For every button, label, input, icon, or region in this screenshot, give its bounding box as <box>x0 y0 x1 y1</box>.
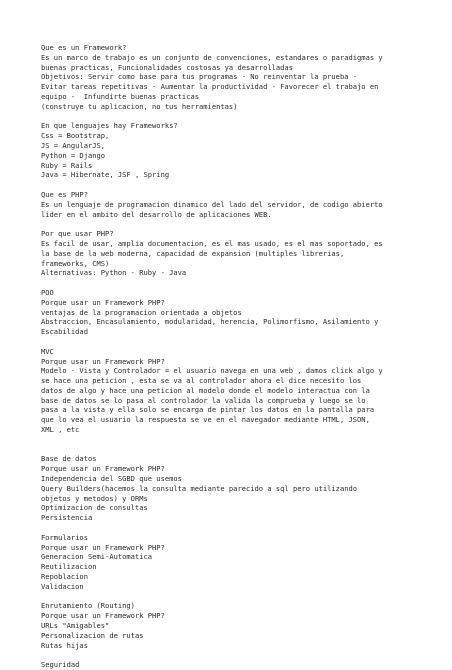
spacer <box>41 435 432 455</box>
text-line: se hace una peticion , esta se va al controlador ahora el dice necesito los <box>41 376 362 386</box>
section-enrutamiento <box>41 601 432 650</box>
text-line: Objetivos: Servir como base para tus programas - No reinventar la prueba - <box>41 72 358 82</box>
text-line: Rutas hijas <box>41 640 88 650</box>
spacer <box>41 523 432 533</box>
text-line: (construye tu aplicacion, no tus herramientas) <box>41 101 238 111</box>
section-base-datos <box>41 454 432 523</box>
text-line: frameworks, CMS) <box>41 258 110 268</box>
text-line: Repoblacion <box>41 572 88 582</box>
text-line: buenas practicas, Funcionalidades costosas ya desarrolladas <box>41 62 293 72</box>
section-seguridad <box>41 660 432 670</box>
text-line: Es un marco de trabajo es un conjunto de convenciones, estandares o paradigmas y <box>41 52 383 62</box>
text-line: XML , etc <box>41 425 80 435</box>
text-line: Validacion <box>41 581 84 591</box>
text-line: lider en el ambito del desarrollo de aplicaciones WEB. <box>41 209 272 219</box>
text-line: Es facil de usar, amplia documentacion, es el mas usado, es el mas soportado, es <box>41 238 383 248</box>
text-line: ventajas de la programacion orientada a objetos <box>41 307 242 317</box>
text-line: Evitar tareas repetitivas - Aumentar la productividad - Favorecer el trabajo en <box>41 82 379 92</box>
text-line: pasa a la vista y ella solo se encarga de pintar los datos en la pantalla para <box>41 405 375 415</box>
section-heading: Seguridad <box>41 660 80 670</box>
text-line: Porque usar un Framework PHP? <box>41 356 165 366</box>
text-line: Persistencia <box>41 513 93 523</box>
spacer <box>41 650 432 660</box>
section-heading: Que es un Framework? <box>41 43 127 52</box>
text-line: Css = Bootstrap, <box>41 131 110 141</box>
spacer <box>41 278 432 288</box>
text-line: Modelo - Vista y Controlador = el usuario navega en una web , damos click algo y <box>41 366 383 376</box>
spacer <box>41 180 432 190</box>
text-line: JS = AngularJS, <box>41 140 106 150</box>
text-line: Independencia del SGBD que usemos <box>41 474 182 484</box>
section-porque-php <box>41 229 432 278</box>
section-heading: Formularios <box>41 532 88 542</box>
section-heading: Que es PHP? <box>41 189 88 199</box>
text-line: URLs "Amigables" <box>41 621 110 631</box>
section-lenguajes <box>41 121 432 180</box>
text-line: Optimizacion de consultas <box>41 503 148 513</box>
spacer <box>41 112 432 122</box>
text-line: Abstraccion, Encasulamiento, modularidad, herencia, Polimorfismo, Asilamiento y <box>41 317 379 327</box>
text-line: Alternativas: Python - Ruby - Java <box>41 268 187 278</box>
spacer <box>41 219 432 229</box>
text-line: Porque usar un Framework PHP? <box>41 611 165 621</box>
section-heading: Base de datos <box>41 454 97 464</box>
section-heading: MVC <box>41 346 54 356</box>
text-line: Query Builders(hacemos la consulta mediante parecido a sql pero utilizando <box>41 483 358 493</box>
section-heading: Por que usar PHP? <box>41 229 114 239</box>
text-line: Python = Django <box>41 150 106 160</box>
section-poo <box>41 288 432 337</box>
section-heading: Enrutamiento (Routing) <box>41 601 135 611</box>
text-line: Es un lenguaje de programacion dinamico del lado del servidor, de codigo abierto <box>41 199 383 209</box>
text-line: Generacion Semi-Automatica <box>41 552 153 562</box>
text-line: la base de la web moderna, capacidad de expansion (multiples librerias, <box>41 248 345 258</box>
text-line: Escabilidad <box>41 327 88 337</box>
section-mvc <box>41 347 432 435</box>
section-heading: POO <box>41 287 54 297</box>
section-heading: En que lenguajes hay Frameworks? <box>41 121 178 131</box>
text-line: datos de algo y hace una peticion al modelo donde el modelo interactua con la <box>41 385 370 395</box>
text-line: equipo - Infundirte buenas practicas <box>41 91 200 101</box>
text-line: Java = Hibernate, JSF , Spring <box>41 170 170 180</box>
text-line: que lo vea el usuario la respuesta se ve en el navegador mediante HTML, JSON, <box>41 415 370 425</box>
text-line: base de datos se lo pasa al controlador la valida la comprueba y luego se lo <box>41 395 366 405</box>
spacer <box>41 337 432 347</box>
text-line: Porque usar un Framework PHP? <box>41 464 165 474</box>
section-php <box>41 190 432 219</box>
text-line: objetos y metodos) y ORMs <box>41 493 148 503</box>
section-formularios <box>41 533 432 592</box>
text-line: Porque usar un Framework PHP? <box>41 297 165 307</box>
text-line: Porque usar un Framework PHP? <box>41 542 165 552</box>
text-line: Ruby = Rails <box>41 160 93 170</box>
section-framework <box>41 43 432 112</box>
text-line: Reutilizacion <box>41 562 97 572</box>
spacer <box>41 592 432 602</box>
text-line: Personalizacion de rutas <box>41 630 144 640</box>
